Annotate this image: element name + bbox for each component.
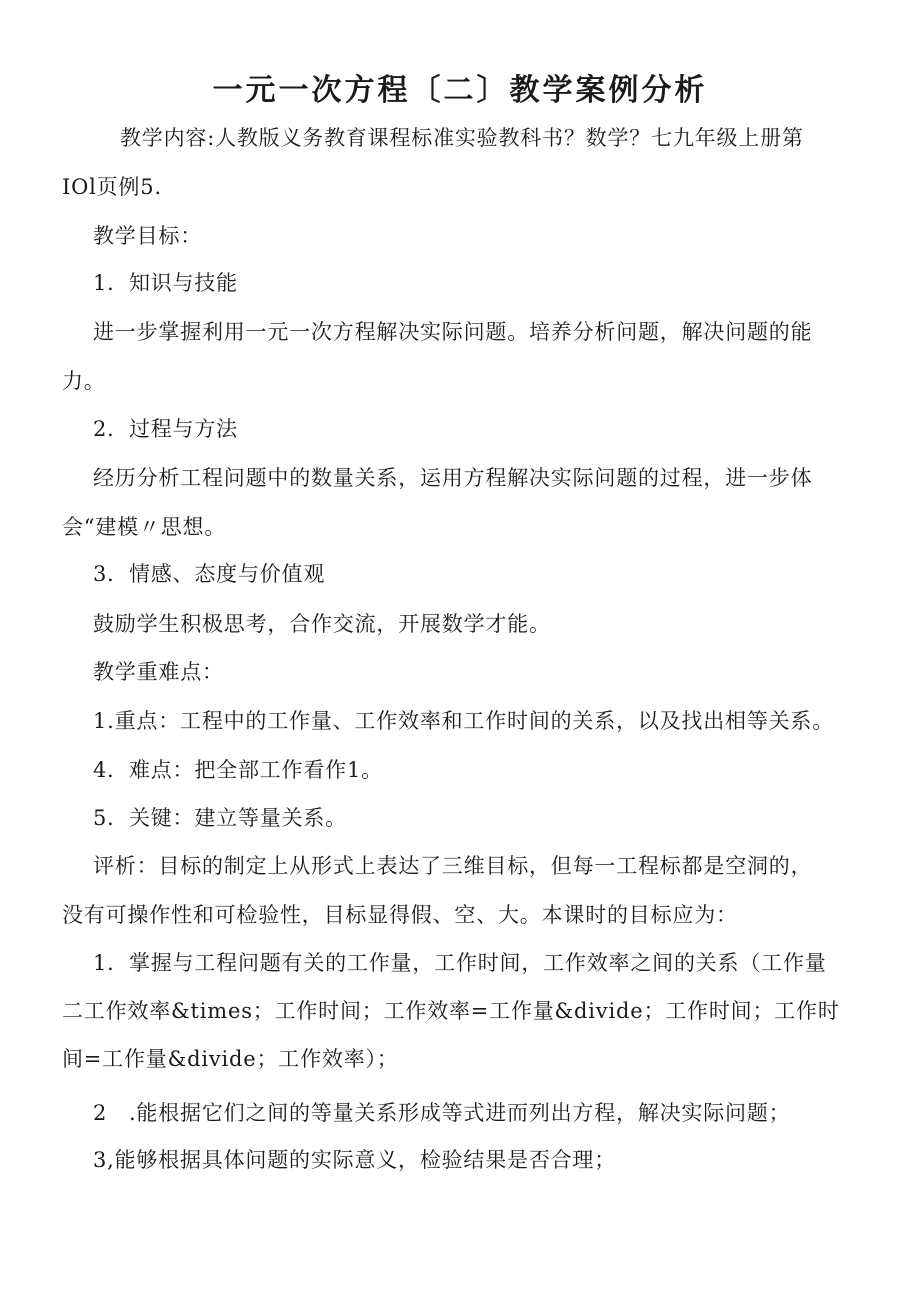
text-line: 教学内容:人教版义务教育课程标准实验教科书？数学？七九年级上册第 bbox=[120, 126, 804, 150]
text-line: 力。 bbox=[62, 369, 106, 393]
text-line: 鼓励学生积极思考，合作交流，开展数学才能。 bbox=[93, 612, 551, 636]
text-line: IOl页例5. bbox=[62, 175, 162, 199]
text-line: 3．情感、态度与价值观 bbox=[93, 562, 326, 586]
text-line: 2．过程与方法 bbox=[93, 417, 238, 441]
text-line: 1.重点：工程中的工作量、工作效率和工作时间的关系，以及找出相等关系。 bbox=[93, 709, 835, 733]
text-line: 会“建模〃思想。 bbox=[62, 515, 227, 539]
text-line: 进一步掌握利用一元一次方程解决实际问题。培养分析问题，解决问题的能 bbox=[93, 320, 813, 344]
text-line: 2 .能根据它们之间的等量关系形成等式进而列出方程，解决实际问题； bbox=[93, 1101, 791, 1125]
text-line: 没有可操作性和可检验性，目标显得假、空、大。本课时的目标应为： bbox=[62, 903, 738, 927]
text-line: 间=工作量&divide；工作效率）； bbox=[62, 1047, 399, 1071]
text-line: 教学重难点： bbox=[93, 660, 224, 684]
text-line: 3,能够根据具体问题的实际意义，检验结果是否合理； bbox=[93, 1148, 617, 1172]
text-line: 5．关键：建立等量关系。 bbox=[93, 806, 347, 830]
text-line: 1．掌握与工程问题有关的工作量，工作时间，工作效率之间的关系（工作量 bbox=[93, 951, 827, 975]
text-line: 经历分析工程问题中的数量关系，运用方程解决实际问题的过程，进一步体 bbox=[93, 466, 813, 490]
text-line: 教学目标： bbox=[93, 224, 202, 248]
document-title: 一元一次方程〔二〕教学案例分析 bbox=[212, 73, 708, 108]
text-line: 评析：目标的制定上从形式上表达了三维目标，但每一工程标都是空洞的， bbox=[93, 854, 813, 878]
text-line: 4．难点：把全部工作看作1。 bbox=[93, 758, 383, 782]
text-line: 二工作效率&times；工作时间；工作效率=工作量&divide；工作时间；工作时 bbox=[62, 999, 840, 1023]
text-line: 1．知识与技能 bbox=[93, 271, 238, 295]
